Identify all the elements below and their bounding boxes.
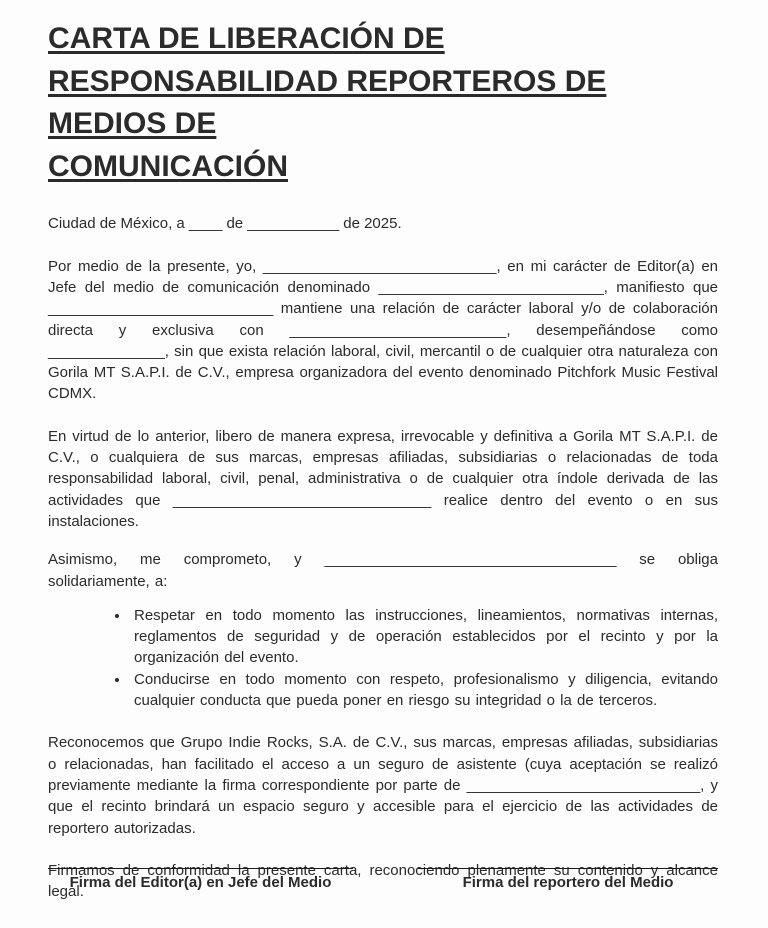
document-title-line-2: COMUNICACIÓN bbox=[48, 149, 288, 183]
signature-line-reporter bbox=[418, 868, 718, 869]
date-line: Ciudad de México, a ____ de ___________ de 2025. bbox=[48, 215, 402, 233]
paragraph-acknowledgement: Reconocemos que Grupo Indie Rocks, S.A. de C.V., sus marcas, empresas afiliadas, subsidiarias o relacionadas, han facilitado el acceso a un seguro de asistente (cuya aceptación se realizó previamente mediante la firma correspondiente por parte de ____________________________, y que el recinto brindará un espacio seguro y accesible para el ejercicio de las actividades de reportero autorizadas. bbox=[48, 734, 718, 837]
signature-label-editor: Firma del Editor(a) en Jefe del Medio bbox=[69, 874, 332, 891]
paragraph-commitment-lead: Asimismo, me comprometo, y ___________________________________ se obliga solidariamente, a: bbox=[48, 551, 718, 590]
commitments-list bbox=[48, 605, 718, 711]
signature-label-reporter: Firma del reportero del Medio bbox=[462, 874, 674, 891]
list-item-respect-rules: • Respetar en todo momento las instrucciones, lineamientos, normativas internas, reglamentos de seguridad y de operación establecidos por el recinto y por la organización del evento. bbox=[130, 605, 718, 669]
document-title bbox=[48, 18, 718, 188]
paragraph-closing: Firmamos de conformidad la presente carta, reconociendo plenamente su contenido y alcance legal. bbox=[48, 861, 718, 901]
paragraph-release: En virtud de lo anterior, libero de manera expresa, irrevocable y definitiva a Gorila MT S.A.P.I. de C.V., o cualquiera de sus marcas, empresas afiliadas, subsidiarias o relacionadas de toda responsabilidad laboral, civil, penal, administrativa o de cualquier otra índole derivada de las actividades que _______________________________ realice dentro del evento o en sus instalaciones. bbox=[48, 427, 718, 530]
signature-block-reporter bbox=[418, 868, 718, 893]
signature-section bbox=[48, 868, 718, 893]
list-item-conduct: • Conducirse en todo momento con respeto, profesionalismo y diligencia, evitando cualquier conducta que pueda poner en riesgo su integridad o la de terceros. bbox=[130, 669, 718, 712]
signature-block-editor bbox=[48, 868, 353, 893]
paragraph-intro: Por medio de la presente, yo, ____________________________, en mi carácter de Editor(a) en Jefe del medio de comunicación denominado ___________________________, manifiesto que ___________________________ mantiene una relación de carácter laboral y/o de colaboración directa y exclusiva con __________________________, desempeñándose como ______________, sin que exista relación laboral, civil, mercantil o de cualquier otra naturaleza con Gorila MT S.A.P.I. de C.V., empresa organizadora del evento denominado Pitchfork Music Festival CDMX. bbox=[48, 257, 718, 403]
document-title-line-1: CARTA DE LIBERACIÓN DE RESPONSABILIDAD REPORTEROS DE MEDIOS DE bbox=[48, 22, 607, 141]
signature-line-editor bbox=[48, 868, 353, 869]
